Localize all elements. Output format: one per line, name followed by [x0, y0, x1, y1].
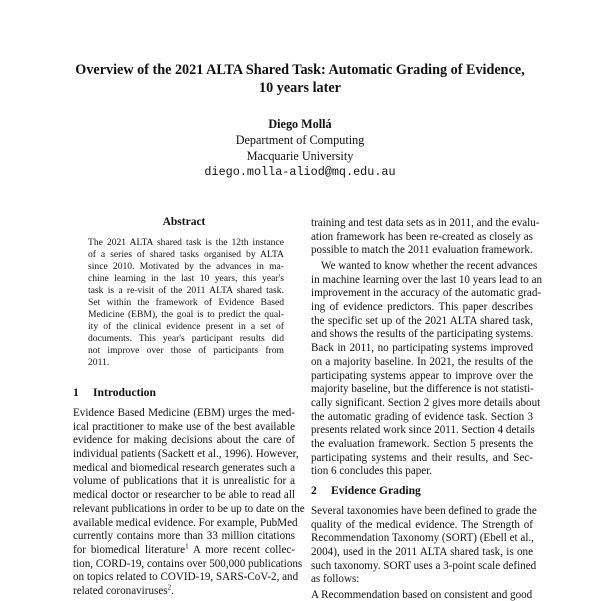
body-line: volume of publications that it is unrealistic for a [73, 475, 295, 488]
abstract-line: 2011. [88, 357, 110, 368]
body-line: Back in 2011, no participating systems improved [311, 342, 533, 355]
body-line: evidence for making decisions about the care of [73, 434, 295, 447]
body-line: possible to match the 2011 evaluation framework. [311, 244, 533, 257]
body-line: training and test data sets as in 2011, and the evalu- [311, 217, 540, 229]
body-line: participating systems and their results, and Sec- [311, 451, 533, 464]
body-line-with-footnote-2 [73, 585, 295, 599]
body-line: Recommendation Taxonomy (SORT) (Ebell et al., [311, 532, 534, 545]
body-line: the evaluation framework. Section 5 presents the [311, 437, 533, 450]
title-line-1: Overview of the 2021 ALTA Shared Task: Automatic Grading of Evidence, [75, 62, 525, 78]
body-line: ing of evidence predictors. This paper describes [311, 301, 533, 314]
body-line: tion, CORD-19, contains over 500,000 publications [73, 557, 303, 570]
body-line: ation framework has been re-created as closely as [311, 230, 533, 243]
body-line: the automatic grading of evidence task. Section 3 [311, 410, 533, 423]
body-line: medical doctor or researcher to be able to read all [73, 489, 295, 502]
abstract-line: since 2010. Motivated by the advances in ma- [88, 261, 284, 272]
abstract-line: chine learning in the last 10 years, this year's [88, 273, 284, 284]
author-department: Department of Computing [235, 133, 365, 147]
body-line: presents related work since 2011. Section 4 details [311, 424, 535, 437]
section-1-number: 1 [73, 386, 79, 399]
body-line: tion 6 concludes this paper. [311, 465, 433, 478]
footnote-mark-2: 2 [167, 583, 172, 592]
author-block [100, 116, 500, 180]
body-line: medical and biomedical research generates such a [73, 461, 295, 474]
body-line: cally significant. Section 2 gives more details about [311, 396, 541, 409]
body-line: in machine learning over the last 10 years lead to an [311, 273, 543, 286]
body-line: on topics related to COVID-19, SARS-CoV-2, and [73, 571, 299, 584]
section-2-body [311, 505, 537, 587]
right-paragraph-2 [311, 260, 543, 479]
abstract-line: task is a re-visit of the 2011 ALTA shared task. [88, 285, 284, 296]
body-line: majority baseline, but the difference is not statisti- [311, 383, 534, 396]
body-line: the specific set up of the 2021 ALTA shared task, [311, 314, 533, 327]
body-line: quality of the medical evidence. The Strength of [311, 518, 533, 531]
section-1-heading [73, 386, 156, 399]
abstract-line: Set within the framework of Evidence Based [88, 297, 284, 308]
abstract-line: ity of the clinical evidence present in a set of [88, 321, 284, 332]
body-line-with-footnote-1 [73, 544, 295, 558]
author-university: Macquarie University [246, 149, 354, 163]
sort-list-item-a: A Recommendation based on consistent and good [311, 589, 533, 601]
footnote-mark-1: 1 [185, 542, 189, 551]
author-name: Diego Mollá [268, 117, 332, 131]
body-line: and shows the results of the participating systems. [311, 328, 534, 341]
body-line: Evidence Based Medicine (EBM) urges the med- [73, 407, 295, 419]
right-intro-continuation [311, 217, 540, 258]
body-line-part: for biomedical literature [73, 543, 186, 556]
author-email: diego.molla-aliod@mq.edu.au [204, 165, 396, 179]
body-line: relevant publications in order to be up to date on the [73, 502, 305, 515]
section-2-number: 2 [311, 484, 317, 497]
body-line: currently contains more than 33 million citations [73, 530, 295, 543]
abstract-line: of a series of shared tasks organised by ALTA [88, 249, 284, 260]
abstract-line: The 2021 ALTA shared task is the 12th instance [88, 237, 284, 248]
body-line: individual patients (Sackett et al., 1996). However, [73, 448, 299, 461]
abstract-line: documents. This year's participant results did [88, 333, 284, 344]
body-line: ical practitioner to make use of the best available [73, 420, 295, 433]
body-line: 2004), used in the 2011 ALTA shared task, is one [311, 546, 533, 559]
abstract-body [88, 237, 284, 369]
section-1-body [73, 407, 305, 599]
abstract-heading: Abstract [162, 216, 206, 228]
body-line: such taxonomy. SORT uses a 3-point scale defined [311, 559, 537, 572]
section-2-title: Evidence Grading [331, 484, 421, 497]
body-line-part: . [171, 584, 174, 597]
body-line: as follows: [311, 573, 360, 586]
body-line-part: A more recent collec- [188, 543, 295, 556]
body-line: We wanted to know whether the recent advances [321, 260, 538, 272]
body-line: Several taxonomies have been defined to grade the [311, 505, 537, 517]
body-line: on a majority baseline. In 2021, the results of the [311, 355, 533, 368]
abstract-line: not improve over those of participants from [88, 345, 284, 356]
body-line: improvement in the accuracy of the automatic grad- [311, 287, 542, 300]
title-line-2: 10 years later [259, 80, 341, 96]
body-line-part: related coronaviruses [73, 584, 168, 597]
abstract-line: Medicine (EBM), the goal is to predict the qual- [88, 309, 284, 320]
body-line: participating systems appear to improve over the [311, 369, 533, 382]
section-2-heading [311, 484, 421, 497]
section-1-title: Introduction [93, 386, 156, 399]
paper-title [40, 61, 560, 97]
body-line: available medical evidence. For example, PubMed [73, 516, 298, 529]
